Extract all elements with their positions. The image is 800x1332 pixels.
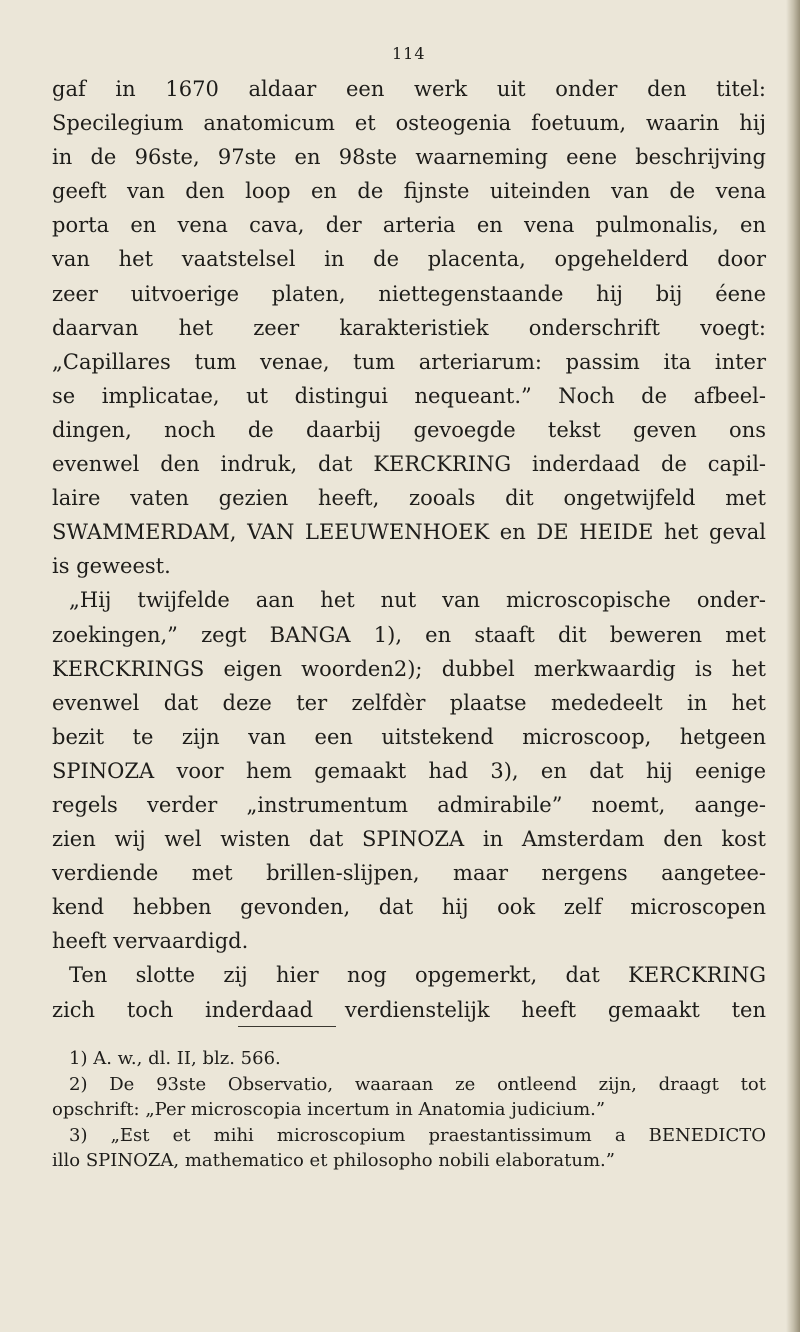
text-line: laire vaten gezien heeft, zooals dit ongetwijfeld met (52, 486, 766, 511)
text-line: Ten slotte zij hier nog opgemerkt, dat KERCKRING (69, 963, 766, 988)
text-line: van het vaatstelsel in de placenta, opgehelderd door (52, 247, 766, 272)
text-line: regels verder „instrumentum admirabile” noemt, aange- (52, 792, 766, 817)
text-line: porta en vena cava, der arteria en vena pulmonalis, en (52, 213, 766, 238)
footnote-line: 1) A. w., dl. II, blz. 566. (69, 1048, 281, 1069)
text-line: dingen, noch de daarbij gevoegde tekst geven ons (52, 417, 766, 442)
page-number: 114 (392, 44, 426, 63)
text-line: is geweest. (52, 554, 171, 579)
text-line: Specilegium anatomicum et osteogenia foetuum, waarin hij (52, 111, 766, 136)
text-line: „Capillares tum venae, tum arteriarum: passim ita inter (52, 349, 766, 374)
footnote-line: 2) De 93ste Observatio, waaraan ze ontleend zijn, draagt tot (69, 1073, 766, 1095)
text-line: zoekingen,” zegt BANGA 1), en staaft dit beweren met (52, 622, 766, 647)
text-line: SPINOZA voor hem gemaakt had 3), en dat hij eenige (52, 758, 766, 783)
text-line: heeft vervaardigd. (52, 929, 249, 954)
text-line: geeft van den loop en de fijnste uiteinden van de vena (52, 179, 766, 204)
text-line: zien wij wel wisten dat SPINOZA in Amsterdam den kost (52, 827, 766, 852)
text-line: KERCKRINGS eigen woorden2); dubbel merkwaardig is het (52, 656, 766, 681)
text-line: gaf in 1670 aldaar een werk uit onder den titel: (52, 77, 766, 101)
footnote-divider (238, 1026, 336, 1027)
page-edge-shadow (786, 0, 800, 1332)
text-line: daarvan het zeer karakteristiek onderschrift voegt: (52, 315, 766, 340)
text-line: „Hij twijfelde aan het nut van microscopische onder- (69, 588, 766, 613)
footnotes (52, 1046, 766, 1174)
text-line: kend hebben gevonden, dat hij ook zelf microscopen (52, 895, 766, 920)
text-line: zeer uitvoerige platen, niettegenstaande hij bij éene (52, 281, 766, 306)
text-line: evenwel dat deze ter zelfdèr plaatse mededeelt in het (52, 690, 766, 715)
text-line: bezit te zijn van een uitstekend microscoop, hetgeen (52, 724, 766, 749)
footnote-line: opschrift: „Per microscopia incertum in Anatomia judicium.” (52, 1099, 606, 1120)
text-line: verdiende met brillen-slijpen, maar nergens aangetee- (52, 861, 766, 886)
footnote-line: 3) „Est et mihi microscopium praestantissimum a BENEDICTO (69, 1124, 766, 1146)
text-line: in de 96ste, 97ste en 98ste waarneming eene beschrijving (52, 145, 766, 170)
text-line: evenwel den indruk, dat KERCKRING inderdaad de capil- (52, 452, 766, 477)
footnote-line: illo SPINOZA, mathematico et philosopho nobili elaboratum.” (52, 1150, 615, 1171)
text-line: zich toch inderdaad verdienstelijk heeft gemaakt ten (52, 997, 766, 1022)
text-line: se implicatae, ut distingui nequeant.” Noch de afbeel- (52, 383, 766, 408)
text-line: SWAMMERDAM, VAN LEEUWENHOEK en DE HEIDE het geval (52, 520, 766, 545)
body-text (52, 72, 766, 1027)
